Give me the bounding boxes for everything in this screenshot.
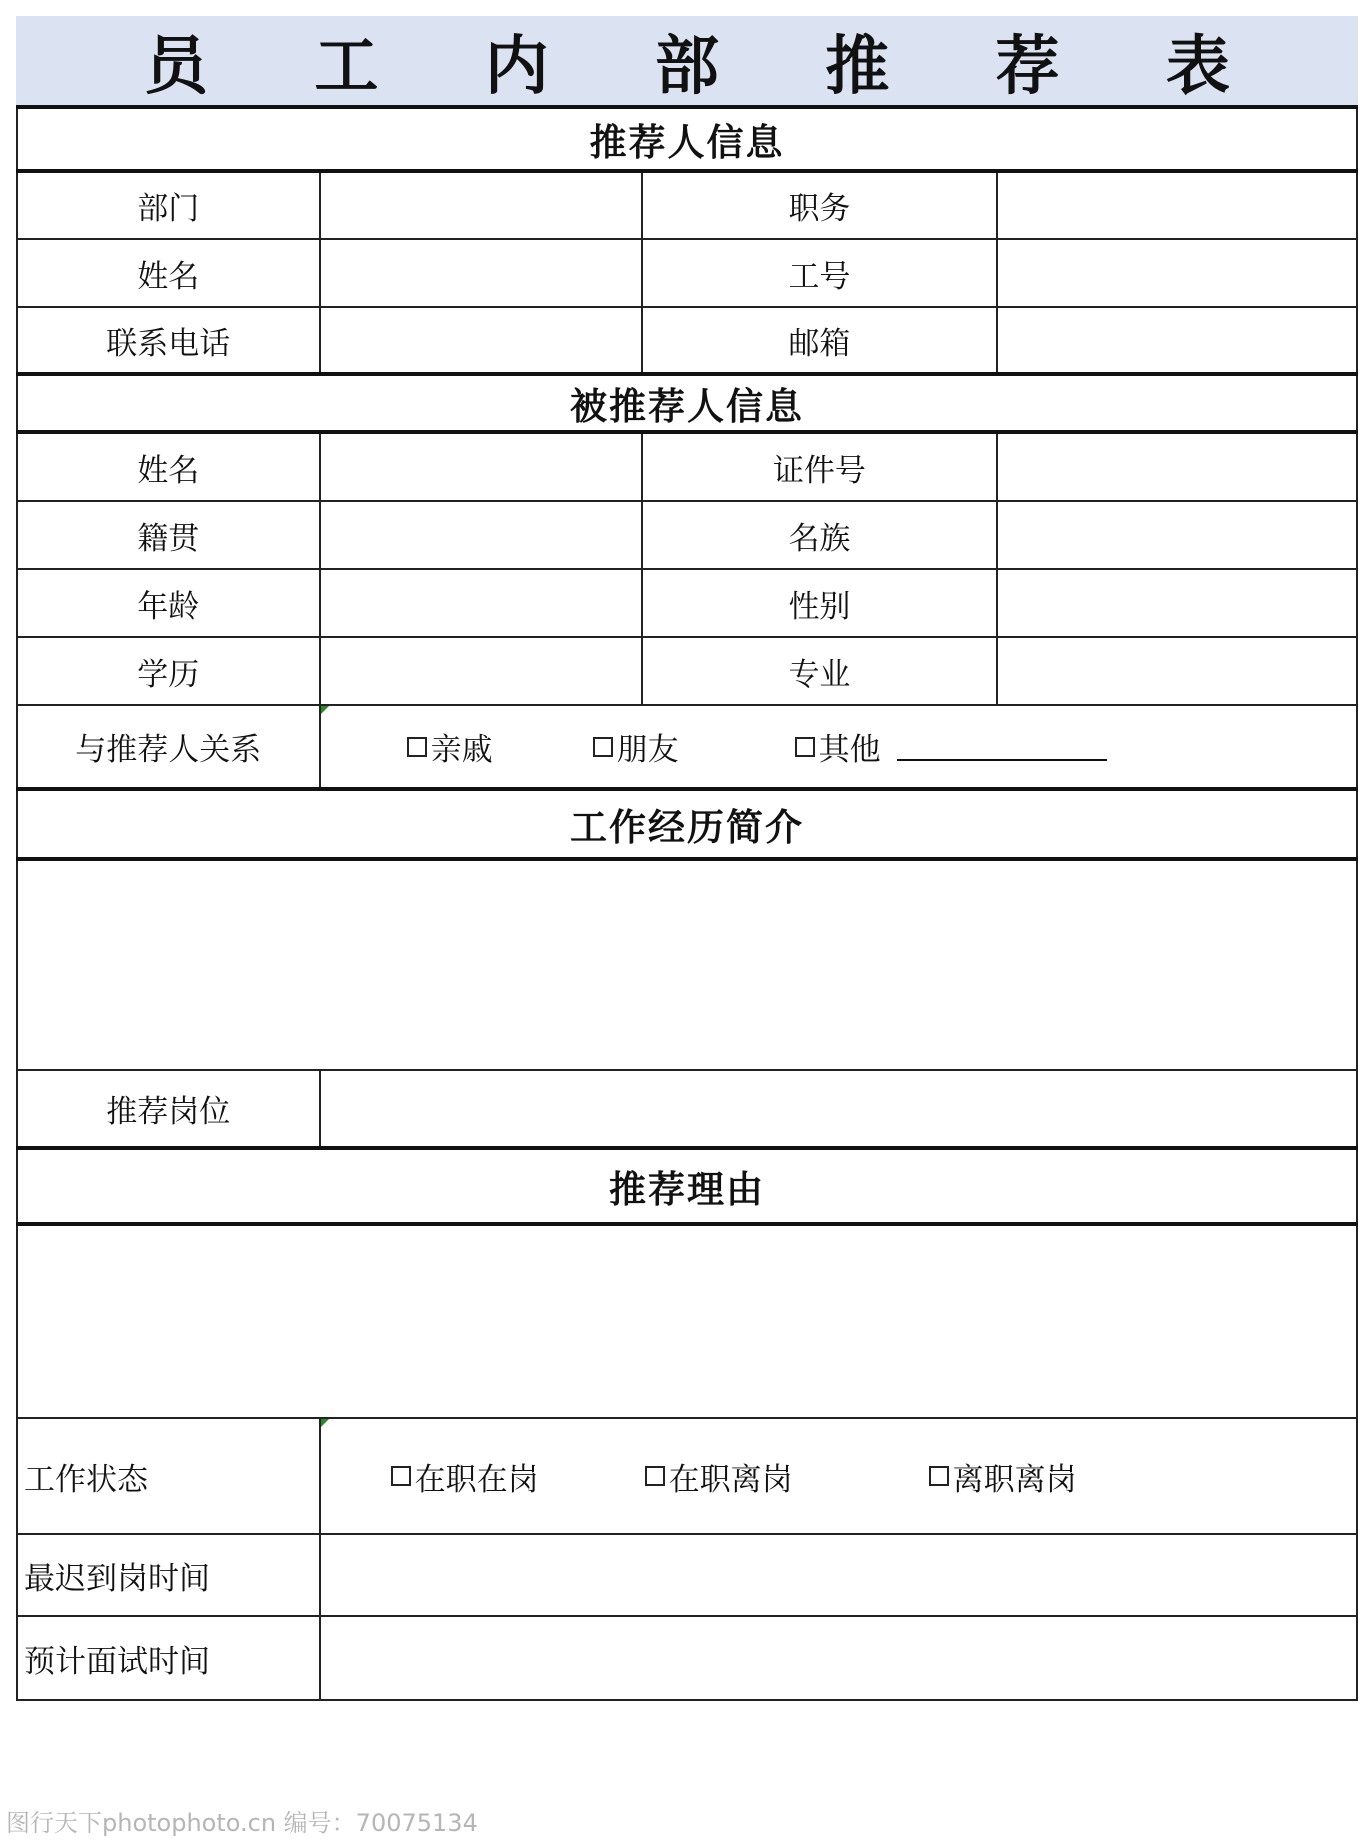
referrer-title-field[interactable] [997, 171, 1357, 239]
relationship-label: 与推荐人关系 [17, 705, 320, 789]
referee-age-field[interactable] [320, 569, 643, 637]
referrer-dept-field[interactable] [320, 171, 643, 239]
work-status-row [17, 1418, 1357, 1534]
latest-start-row [17, 1534, 1357, 1616]
latest-start-field[interactable] [320, 1534, 1357, 1616]
watermark: 图行天下photophoto.cn 编号：70075134 [6, 1809, 478, 1837]
option-label: 其他 [818, 732, 881, 768]
position-row [17, 1070, 1357, 1148]
option-label: 朋友 [616, 732, 679, 768]
referrer-section-heading: 推荐人信息 [17, 107, 1357, 171]
relationship-options [320, 705, 1357, 789]
referee-name-label: 姓名 [17, 432, 320, 501]
referee-name-field[interactable] [320, 432, 643, 501]
other-blank-line[interactable] [897, 733, 1107, 761]
option-label: 在职在岗 [414, 1461, 539, 1498]
referrer-email-label: 邮箱 [642, 307, 996, 374]
referrer-email-field[interactable] [997, 307, 1357, 374]
checkbox-icon[interactable] [929, 1466, 949, 1486]
form-title: 员 工 内 部 推 荐 表 [144, 28, 1272, 104]
reason-field[interactable] [17, 1224, 1357, 1418]
status-option-resigned[interactable] [929, 1454, 1077, 1499]
interview-time-field[interactable] [320, 1616, 1357, 1700]
referee-major-field[interactable] [997, 637, 1357, 705]
referee-education-label: 学历 [17, 637, 320, 705]
referee-hometown-field[interactable] [320, 501, 643, 569]
option-label: 离职离岗 [952, 1461, 1077, 1498]
work-history-heading: 工作经历简介 [17, 789, 1357, 859]
referee-hometown-label: 籍贯 [17, 501, 320, 569]
referee-gender-field[interactable] [997, 569, 1357, 637]
referral-form-table [16, 105, 1358, 1701]
option-label: 亲戚 [430, 732, 493, 768]
referrer-phone-label: 联系电话 [17, 307, 320, 374]
referrer-id-field[interactable] [997, 239, 1357, 307]
work-history-row [17, 859, 1357, 1070]
referee-ethnicity-label: 名族 [642, 501, 996, 569]
referee-row [17, 501, 1357, 569]
checkbox-icon[interactable] [645, 1466, 665, 1486]
referrer-id-label: 工号 [642, 239, 996, 307]
referee-row [17, 637, 1357, 705]
work-status-label: 工作状态 [17, 1418, 320, 1534]
relationship-option-other[interactable] [795, 724, 1107, 769]
position-label: 推荐岗位 [17, 1070, 320, 1148]
form-title-bar [16, 16, 1358, 105]
referrer-row [17, 307, 1357, 374]
referrer-name-field[interactable] [320, 239, 643, 307]
referee-section-heading: 被推荐人信息 [17, 374, 1357, 432]
status-option-employed-onsite[interactable] [391, 1454, 539, 1499]
referrer-title-label: 职务 [642, 171, 996, 239]
referrer-section-row [17, 107, 1357, 171]
option-label: 在职离岗 [668, 1461, 793, 1498]
checkbox-icon[interactable] [407, 737, 427, 757]
reason-section-row [17, 1148, 1357, 1224]
referee-education-field[interactable] [320, 637, 643, 705]
referee-row [17, 569, 1357, 637]
checkbox-icon[interactable] [795, 737, 815, 757]
referrer-phone-field[interactable] [320, 307, 643, 374]
latest-start-label: 最迟到岗时间 [17, 1534, 320, 1616]
reason-heading: 推荐理由 [17, 1148, 1357, 1224]
referee-age-label: 年龄 [17, 569, 320, 637]
referee-ethnicity-field[interactable] [997, 501, 1357, 569]
referee-idcard-label: 证件号 [642, 432, 996, 501]
relationship-row [17, 705, 1357, 789]
position-field[interactable] [320, 1070, 1357, 1148]
work-history-field[interactable] [17, 859, 1357, 1070]
status-option-employed-offsite[interactable] [645, 1454, 793, 1499]
referee-row [17, 432, 1357, 501]
reason-row [17, 1224, 1357, 1418]
checkbox-icon[interactable] [593, 737, 613, 757]
referrer-name-label: 姓名 [17, 239, 320, 307]
referee-section-row [17, 374, 1357, 432]
interview-time-label: 预计面试时间 [17, 1616, 320, 1700]
referrer-row [17, 239, 1357, 307]
relationship-option-friend[interactable] [593, 724, 679, 769]
referrer-row [17, 171, 1357, 239]
work-history-section-row [17, 789, 1357, 859]
referrer-dept-label: 部门 [17, 171, 320, 239]
referee-gender-label: 性别 [642, 569, 996, 637]
work-status-options [320, 1418, 1357, 1534]
referee-idcard-field[interactable] [997, 432, 1357, 501]
interview-time-row [17, 1616, 1357, 1700]
relationship-option-relative[interactable] [407, 724, 493, 769]
checkbox-icon[interactable] [391, 1466, 411, 1486]
referee-major-label: 专业 [642, 637, 996, 705]
